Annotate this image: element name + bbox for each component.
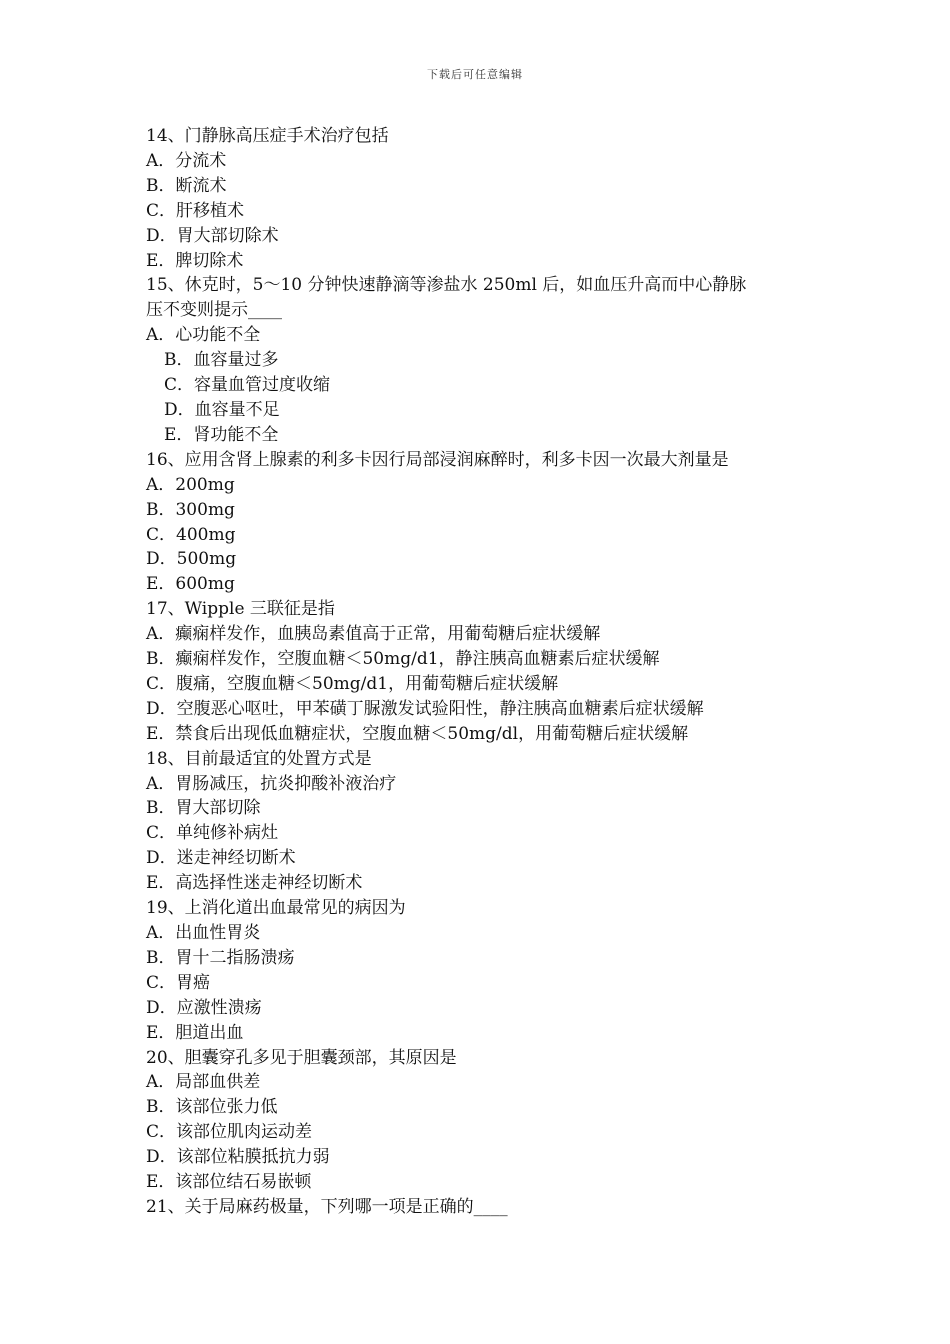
option-14-d: D．胃大部切除术 <box>146 225 279 246</box>
option-16-a: A．200mg <box>146 474 235 495</box>
option-19-b: B．胃十二指肠溃疡 <box>146 947 295 968</box>
option-20-d: D．该部位粘膜抵抗力弱 <box>146 1147 330 1168</box>
question-20: 20、胆囊穿孔多见于胆囊颈部，其原因是 <box>146 1047 457 1068</box>
question-15-line-2: 压不变则提示____ <box>146 300 282 321</box>
option-20-e: E．该部位结石易嵌顿 <box>146 1172 312 1193</box>
option-14-e: E．脾切除术 <box>146 250 244 271</box>
option-15-c: C．容量血管过度收缩 <box>164 375 331 396</box>
option-20-a: A．局部血供差 <box>146 1072 261 1093</box>
option-16-e: E．600mg <box>146 574 235 595</box>
question-21: 21、关于局麻药极量，下列哪一项是正确的____ <box>146 1196 508 1217</box>
question-15-line-1: 15、休克时，5～10 分钟快速静滴等渗盐水 250ml 后，如血压升高而中心静脉 <box>146 275 747 296</box>
option-15-a: A．心功能不全 <box>146 325 261 346</box>
option-16-d: D．500mg <box>146 549 237 570</box>
option-16-b: B．300mg <box>146 499 235 520</box>
question-16: 16、应用含肾上腺素的利多卡因行局部浸润麻醉时，利多卡因一次最大剂量是 <box>146 449 729 470</box>
question-list <box>146 124 826 1220</box>
option-19-a: A．出血性胃炎 <box>146 923 261 943</box>
option-20-c: C．该部位肌肉运动差 <box>146 1122 313 1143</box>
option-14-c: C．肝移植术 <box>146 200 245 221</box>
option-19-d: D．应激性溃疡 <box>146 997 262 1018</box>
option-17-e: E．禁食后出现低血糖症状，空腹血糖＜50mg/dl，用葡萄糖后症状缓解 <box>146 723 689 744</box>
question-19: 19、上消化道出血最常见的病因为 <box>146 898 406 919</box>
option-15-d: D．血容量不足 <box>164 399 280 420</box>
question-18: 18、目前最适宜的处置方式是 <box>146 748 372 769</box>
option-19-c: C．胃癌 <box>146 972 211 993</box>
option-15-b: B．血容量过多 <box>164 350 279 371</box>
option-14-a: A．分流术 <box>146 150 227 171</box>
question-14: 14、门静脉高压症手术治疗包括 <box>146 126 389 146</box>
option-17-b: B．癫痫样发作，空腹血糖＜50mg/d1，静注胰高血糖素后症状缓解 <box>146 649 660 670</box>
option-18-c: C．单纯修补病灶 <box>146 823 279 844</box>
option-17-d: D．空腹恶心呕吐，甲苯磺丁脲激发试验阳性，静注胰高血糖素后症状缓解 <box>146 698 704 719</box>
question-17: 17、Wipple 三联征是指 <box>146 599 335 620</box>
option-16-c: C．400mg <box>146 524 236 545</box>
option-17-a: A．癫痫样发作，血胰岛素值高于正常，用葡萄糖后症状缓解 <box>146 624 601 645</box>
option-18-e: E．高选择性迷走神经切断术 <box>146 873 363 894</box>
option-17-c: C．腹痛，空腹血糖＜50mg/d1，用葡萄糖后症状缓解 <box>146 673 559 694</box>
option-15-e: E．肾功能不全 <box>164 424 279 445</box>
option-18-a: A．胃肠减压，抗炎抑酸补液治疗 <box>146 773 397 794</box>
option-19-e: E．胆道出血 <box>146 1022 244 1043</box>
option-18-b: B．胃大部切除 <box>146 798 261 819</box>
option-14-b: B．断流术 <box>146 175 227 196</box>
option-20-b: B．该部位张力低 <box>146 1097 278 1118</box>
page-header: 下载后可任意编辑 <box>427 68 523 81</box>
option-18-d: D．迷走神经切断术 <box>146 848 296 869</box>
